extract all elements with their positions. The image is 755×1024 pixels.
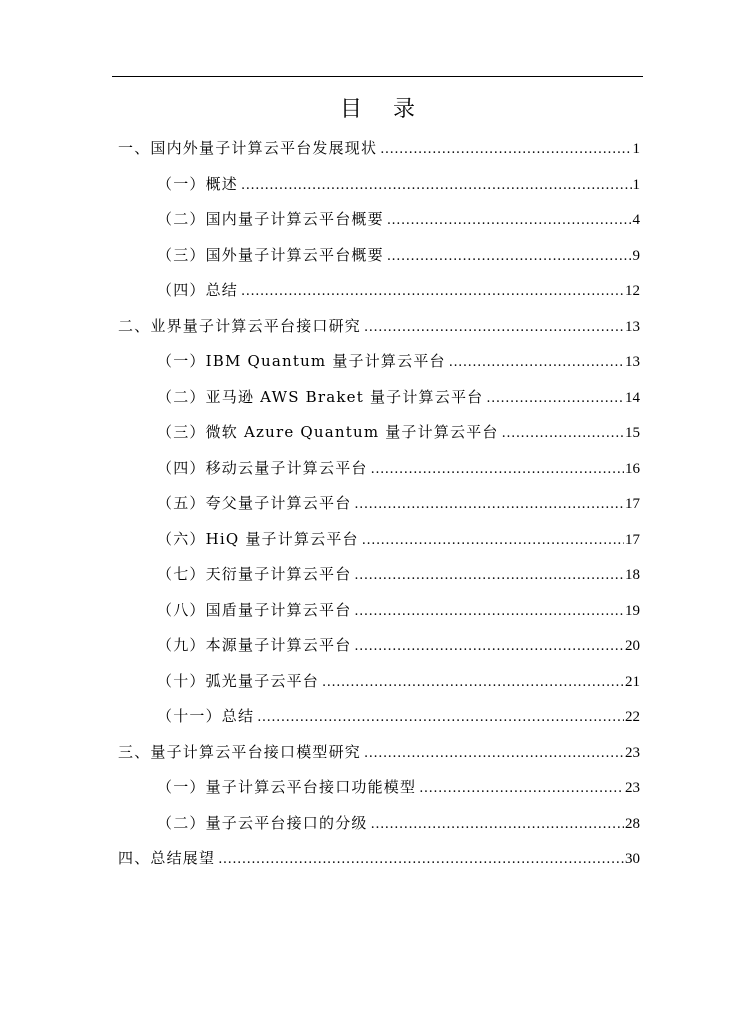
toc-leader-dots xyxy=(354,561,624,591)
toc-page-number: 17 xyxy=(625,531,640,548)
toc-entry[interactable] xyxy=(157,559,640,589)
toc-entry[interactable] xyxy=(157,204,640,234)
toc-page-number: 4 xyxy=(632,212,640,228)
toc-entry-label: （三）微软 Azure Quantum 量子计算云平台 xyxy=(157,423,499,441)
toc-entry-label: （十）弧光量子云平台 xyxy=(157,671,320,690)
toc-page-number: 1 xyxy=(632,141,640,157)
toc-leader-dots xyxy=(486,384,624,414)
toc-entry-label: （八）国盾量子计算云平台 xyxy=(157,600,352,619)
toc-leader-dots xyxy=(364,313,624,343)
toc-entry-label: （一）量子计算云平台接口功能模型 xyxy=(157,778,417,796)
toc-entry-label: （三）国外量子计算云平台概要 xyxy=(157,245,384,264)
toc-entry[interactable] xyxy=(157,808,640,838)
toc-leader-dots xyxy=(419,774,624,804)
toc-entry[interactable] xyxy=(157,488,640,518)
toc-page-number: 21 xyxy=(625,673,640,690)
toc-entry-label: （九）本源量子计算云平台 xyxy=(157,636,352,654)
toc-leader-dots xyxy=(387,242,632,272)
toc-entry[interactable] xyxy=(118,133,640,163)
toc-page-number: 20 xyxy=(625,638,640,654)
toc-leader-dots xyxy=(218,845,624,875)
toc-leader-dots xyxy=(502,419,624,449)
toc-leader-dots xyxy=(354,632,624,662)
toc-entry-label: （一）概述 xyxy=(157,174,239,193)
toc-page-number: 9 xyxy=(632,247,640,264)
toc-entry-label: 二、业界量子计算云平台接口研究 xyxy=(118,316,362,335)
toc-entry[interactable] xyxy=(157,666,640,696)
toc-entry-label: （五）夸父量子计算云平台 xyxy=(157,494,352,512)
toc-leader-dots xyxy=(380,135,631,165)
toc-entry-label: （四）移动云量子计算云平台 xyxy=(157,458,368,477)
toc-entry-label: （四）总结 xyxy=(157,281,239,299)
toc-entry-label: （二）量子云平台接口的分级 xyxy=(157,813,368,832)
toc-entry[interactable] xyxy=(157,240,640,270)
toc-leader-dots xyxy=(371,810,624,840)
toc-entry[interactable] xyxy=(157,346,640,376)
toc-leader-dots xyxy=(354,597,624,627)
toc-entry[interactable] xyxy=(157,630,640,660)
header-rule xyxy=(112,76,643,77)
toc-page-number: 1 xyxy=(632,176,640,193)
toc-entry-label: 三、量子计算云平台接口模型研究 xyxy=(118,742,362,761)
toc-page-number: 30 xyxy=(625,851,640,867)
toc-entry[interactable] xyxy=(157,524,640,554)
toc-entry-label: （二）亚马逊 AWS Braket 量子计算云平台 xyxy=(157,387,484,406)
toc-entry[interactable] xyxy=(157,453,640,483)
toc-page-number: 12 xyxy=(625,283,640,299)
toc-entry[interactable] xyxy=(157,382,640,412)
toc-page-number: 22 xyxy=(625,709,640,725)
toc-entry[interactable] xyxy=(157,169,640,199)
toc-leader-dots xyxy=(362,526,624,556)
toc-entry-label: （六）HiQ 量子计算云平台 xyxy=(157,529,359,548)
toc-entry[interactable] xyxy=(157,275,640,305)
toc-entry-label: （二）国内量子计算云平台概要 xyxy=(157,210,384,228)
toc-page-number: 18 xyxy=(625,567,640,583)
toc-page-number: 13 xyxy=(625,354,640,370)
toc-entry[interactable] xyxy=(157,772,640,802)
toc-entry[interactable] xyxy=(157,595,640,625)
toc-page-number: 23 xyxy=(625,780,640,796)
toc-leader-dots xyxy=(364,739,624,769)
toc-leader-dots xyxy=(371,455,624,485)
toc-page-number: 28 xyxy=(625,815,640,832)
toc-page-number: 23 xyxy=(625,744,640,761)
toc-leader-dots xyxy=(241,171,631,201)
toc-page-number: 17 xyxy=(625,496,640,512)
toc-entry[interactable] xyxy=(118,737,640,767)
toc-page-number: 16 xyxy=(625,460,640,477)
toc-entry[interactable] xyxy=(118,843,640,873)
toc-leader-dots xyxy=(241,277,624,307)
toc-leader-dots xyxy=(354,490,624,520)
toc-title: 目 录 xyxy=(340,97,427,122)
toc-entry[interactable] xyxy=(157,701,640,731)
toc-entry-label: （七）天衍量子计算云平台 xyxy=(157,565,352,583)
toc-entry[interactable] xyxy=(157,417,640,447)
toc-leader-dots xyxy=(257,703,624,733)
toc-page-number: 15 xyxy=(625,425,640,441)
toc-leader-dots xyxy=(449,348,624,378)
toc-entry-label: 一、国内外量子计算云平台发展现状 xyxy=(118,139,378,157)
toc-entry-label: （一）IBM Quantum 量子计算云平台 xyxy=(157,352,446,370)
toc-leader-dots xyxy=(387,206,632,236)
toc-entry-label: 四、总结展望 xyxy=(118,849,216,867)
toc-page-number: 13 xyxy=(625,318,640,335)
toc-page-number: 19 xyxy=(625,602,640,619)
toc-entry-label: （十一）总结 xyxy=(157,707,255,725)
toc-leader-dots xyxy=(322,668,624,698)
toc-entry[interactable] xyxy=(118,311,640,341)
toc-page-number: 14 xyxy=(625,389,640,406)
